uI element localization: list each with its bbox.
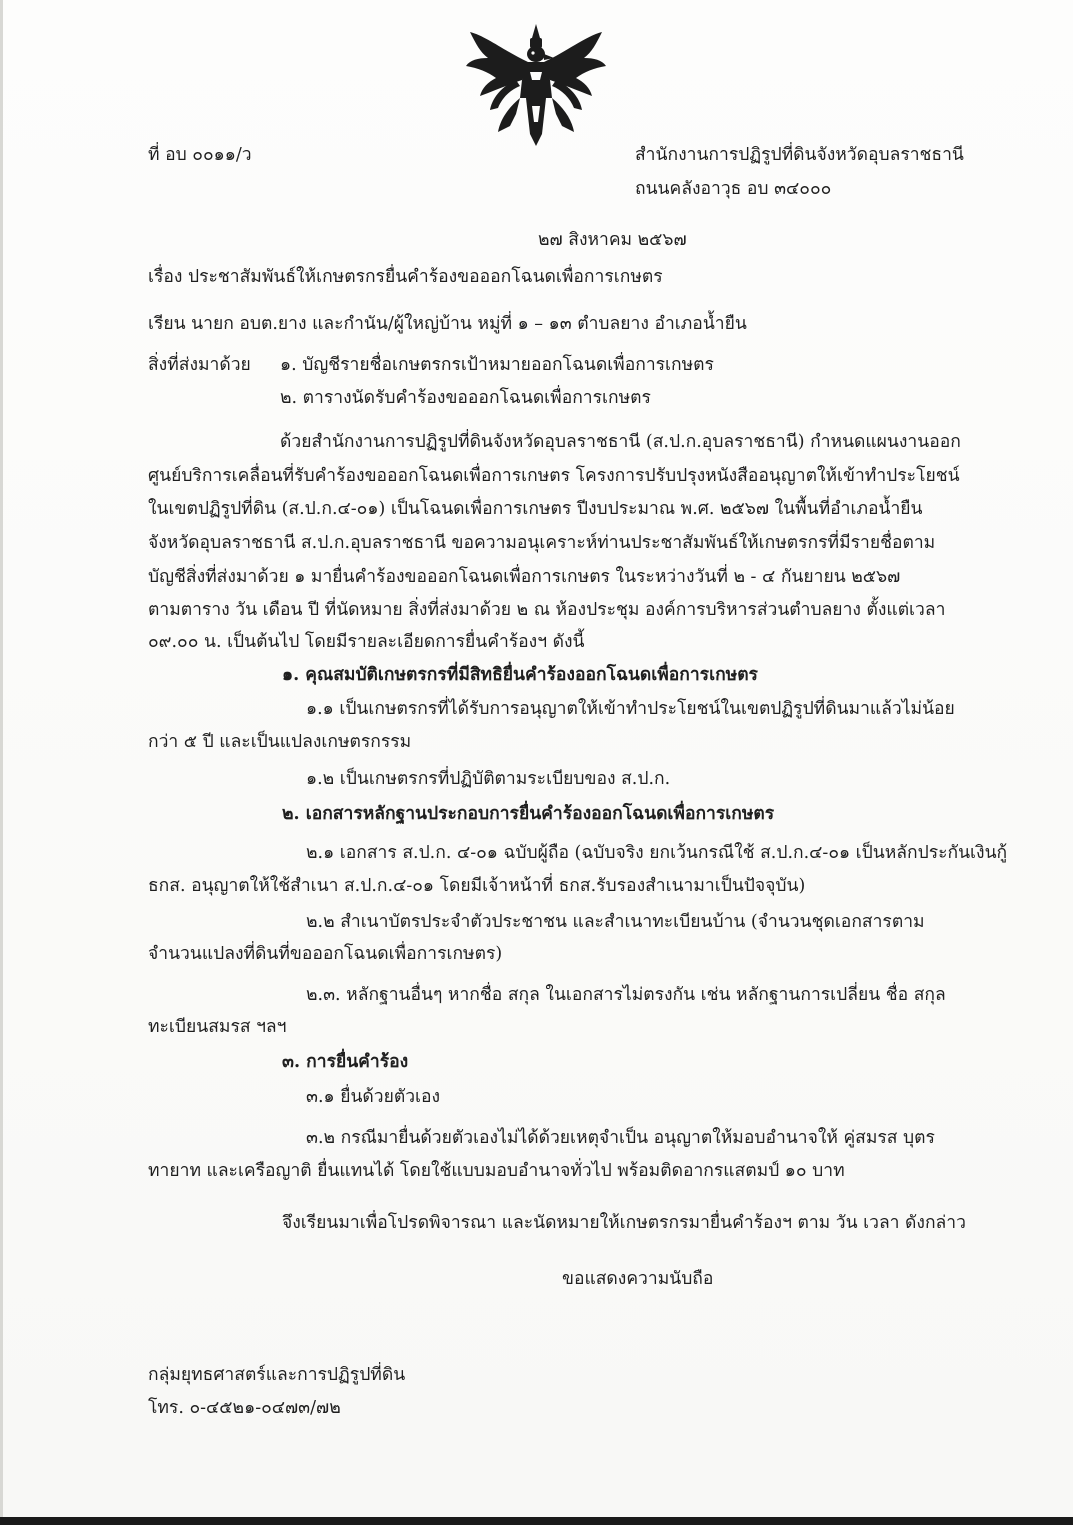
enclosure-item: ๑. บัญชีรายชื่อเกษตรกรเป้าหมายออกโฉนดเพื่อการเกษตร xyxy=(280,355,714,375)
intro-line: ศูนย์บริการเคลื่อนที่รับคำร้องขอออกโฉนดเพื่อการเกษตร โครงการปรับปรุงหนังสืออนุญาตให้เข้าทำประโยชน์ xyxy=(148,466,960,486)
sender-office: สำนักงานการปฏิรูปที่ดินจังหวัดอุบลราชธานี xyxy=(635,145,964,165)
item-2-3: ๒.๓. หลักฐานอื่นๆ หากชื่อ สกุล ในเอกสารไม่ตรงกัน เช่น หลักฐานการเปลี่ยน ชื่อ สกุล xyxy=(306,985,946,1005)
scan-left-edge xyxy=(0,0,3,1525)
sender-address: ถนนคลังอาวุธ อบ ๓๔๐๐๐ xyxy=(635,179,832,199)
intro-line: ๐๙.๐๐ น. เป็นต้นไป โดยมีรายละเอียดการยื่นคำร้องฯ ดังนี้ xyxy=(148,632,585,652)
item-3-2-cont: ทายาท และเครือญาติ ยื่นแทนได้ โดยใช้แบบมอบอำนาจทั่วไป พร้อมติดอากรแสตมป์ ๑๐ บาท xyxy=(148,1161,845,1181)
item-2-2: ๒.๒ สำเนาบัตรประจำตัวประชาชน และสำเนาทะเบียนบ้าน (จำนวนชุดเอกสารตาม xyxy=(306,912,925,932)
subject-line: เรื่อง ประชาสัมพันธ์ให้เกษตรกรยื่นคำร้องขอออกโฉนดเพื่อการเกษตร xyxy=(148,267,663,287)
salutation: ขอแสดงความนับถือ xyxy=(562,1269,714,1289)
reference-number: ที่ อบ ๐๐๑๑/ว xyxy=(148,145,252,165)
enclosures-label: สิ่งที่ส่งมาด้วย xyxy=(148,355,251,375)
item-2-3-cont: ทะเบียนสมรส ฯลฯ xyxy=(148,1017,287,1037)
intro-line: ตามตาราง วัน เดือน ปี ที่นัดหมาย สิ่งที่ส่งมาด้วย ๒ ณ ห้องประชุม องค์การบริหารส่วนตำบลยาง ตั้งแต่เวลา xyxy=(148,600,946,620)
item-1-1: ๑.๑ เป็นเกษตรกรที่ได้รับการอนุญาตให้เข้าทำประโยชน์ในเขตปฏิรูปที่ดินมาแล้วไม่น้อย xyxy=(306,699,955,719)
item-1-1-cont: กว่า ๕ ปี และเป็นแปลงเกษตรกรรม xyxy=(148,732,412,752)
intro-line: ด้วยสำนักงานการปฏิรูปที่ดินจังหวัดอุบลราชธานี (ส.ป.ก.อุบลราชธานี) กำหนดแผนงานออก xyxy=(280,432,961,452)
enclosure-item: ๒. ตารางนัดรับคำร้องขอออกโฉนดเพื่อการเกษตร xyxy=(280,388,651,408)
section-3-heading: ๓. การยื่นคำร้อง xyxy=(282,1052,409,1072)
footer-division: กลุ่มยุทธศาสตร์และการปฏิรูปที่ดิน xyxy=(148,1365,406,1385)
garuda-emblem-icon xyxy=(462,22,610,154)
section-1-heading: ๑. คุณสมบัติเกษตรกรที่มีสิทธิยื่นคำร้องออกโฉนดเพื่อการเกษตร xyxy=(282,665,758,685)
closing-line: จึงเรียนมาเพื่อโปรดพิจารณา และนัดหมายให้เกษตรกรมายื่นคำร้องฯ ตาม วัน เวลา ดังกล่าว xyxy=(282,1213,966,1233)
footer-phone: โทร. ๐-๔๕๒๑-๐๔๗๓/๗๒ xyxy=(148,1398,341,1418)
recipient-line: เรียน นายก อบต.ยาง และกำนัน/ผู้ใหญ่บ้าน หมู่ที่ ๑ – ๑๓ ตำบลยาง อำเภอน้ำยืน xyxy=(148,314,747,334)
intro-line: ในเขตปฏิรูปที่ดิน (ส.ป.ก.๔-๐๑) เป็นโฉนดเพื่อการเกษตร ปีงบประมาณ พ.ศ. ๒๕๖๗ ในพื้นที่อำเภอน้ำยืน xyxy=(148,499,923,519)
item-2-2-cont: จำนวนแปลงที่ดินที่ขอออกโฉนดเพื่อการเกษตร) xyxy=(148,944,503,964)
item-3-2: ๓.๒ กรณีมายื่นด้วยตัวเองไม่ได้ด้วยเหตุจำเป็น อนุญาตให้มอบอำนาจให้ คู่สมรส บุตร xyxy=(306,1128,935,1148)
letter-date: ๒๗ สิงหาคม ๒๕๖๗ xyxy=(538,230,687,250)
scan-bottom-edge xyxy=(0,1517,1073,1525)
item-2-1-cont: ธกส. อนุญาตให้ใช้สำเนา ส.ป.ก.๔-๐๑ โดยมีเจ้าหน้าที่ ธกส.รับรองสำเนามาเป็นปัจจุบัน) xyxy=(148,876,806,896)
intro-line: จังหวัดอุบลราชธานี ส.ป.ก.อุบลราชธานี ขอความอนุเคราะห์ท่านประชาสัมพันธ์ให้เกษตรกรที่มีรายชื่อตาม xyxy=(148,533,936,553)
intro-line: บัญชีสิ่งที่ส่งมาด้วย ๑ มายื่นคำร้องขอออกโฉนดเพื่อการเกษตร ในระหว่างวันที่ ๒ - ๔ กันยายน ๒๕๖๗ xyxy=(148,567,901,587)
item-1-2: ๑.๒ เป็นเกษตรกรที่ปฏิบัติตามระเบียบของ ส.ป.ก. xyxy=(306,769,671,789)
section-2-heading: ๒. เอกสารหลักฐานประกอบการยื่นคำร้องออกโฉนดเพื่อการเกษตร xyxy=(282,804,775,824)
item-3-1: ๓.๑ ยื่นด้วยตัวเอง xyxy=(306,1087,441,1107)
item-2-1: ๒.๑ เอกสาร ส.ป.ก. ๔-๐๑ ฉบับผู้ถือ (ฉบับจริง ยกเว้นกรณีใช้ ส.ป.ก.๔-๐๑ เป็นหลักประกันเงินกู้ xyxy=(306,843,1008,863)
